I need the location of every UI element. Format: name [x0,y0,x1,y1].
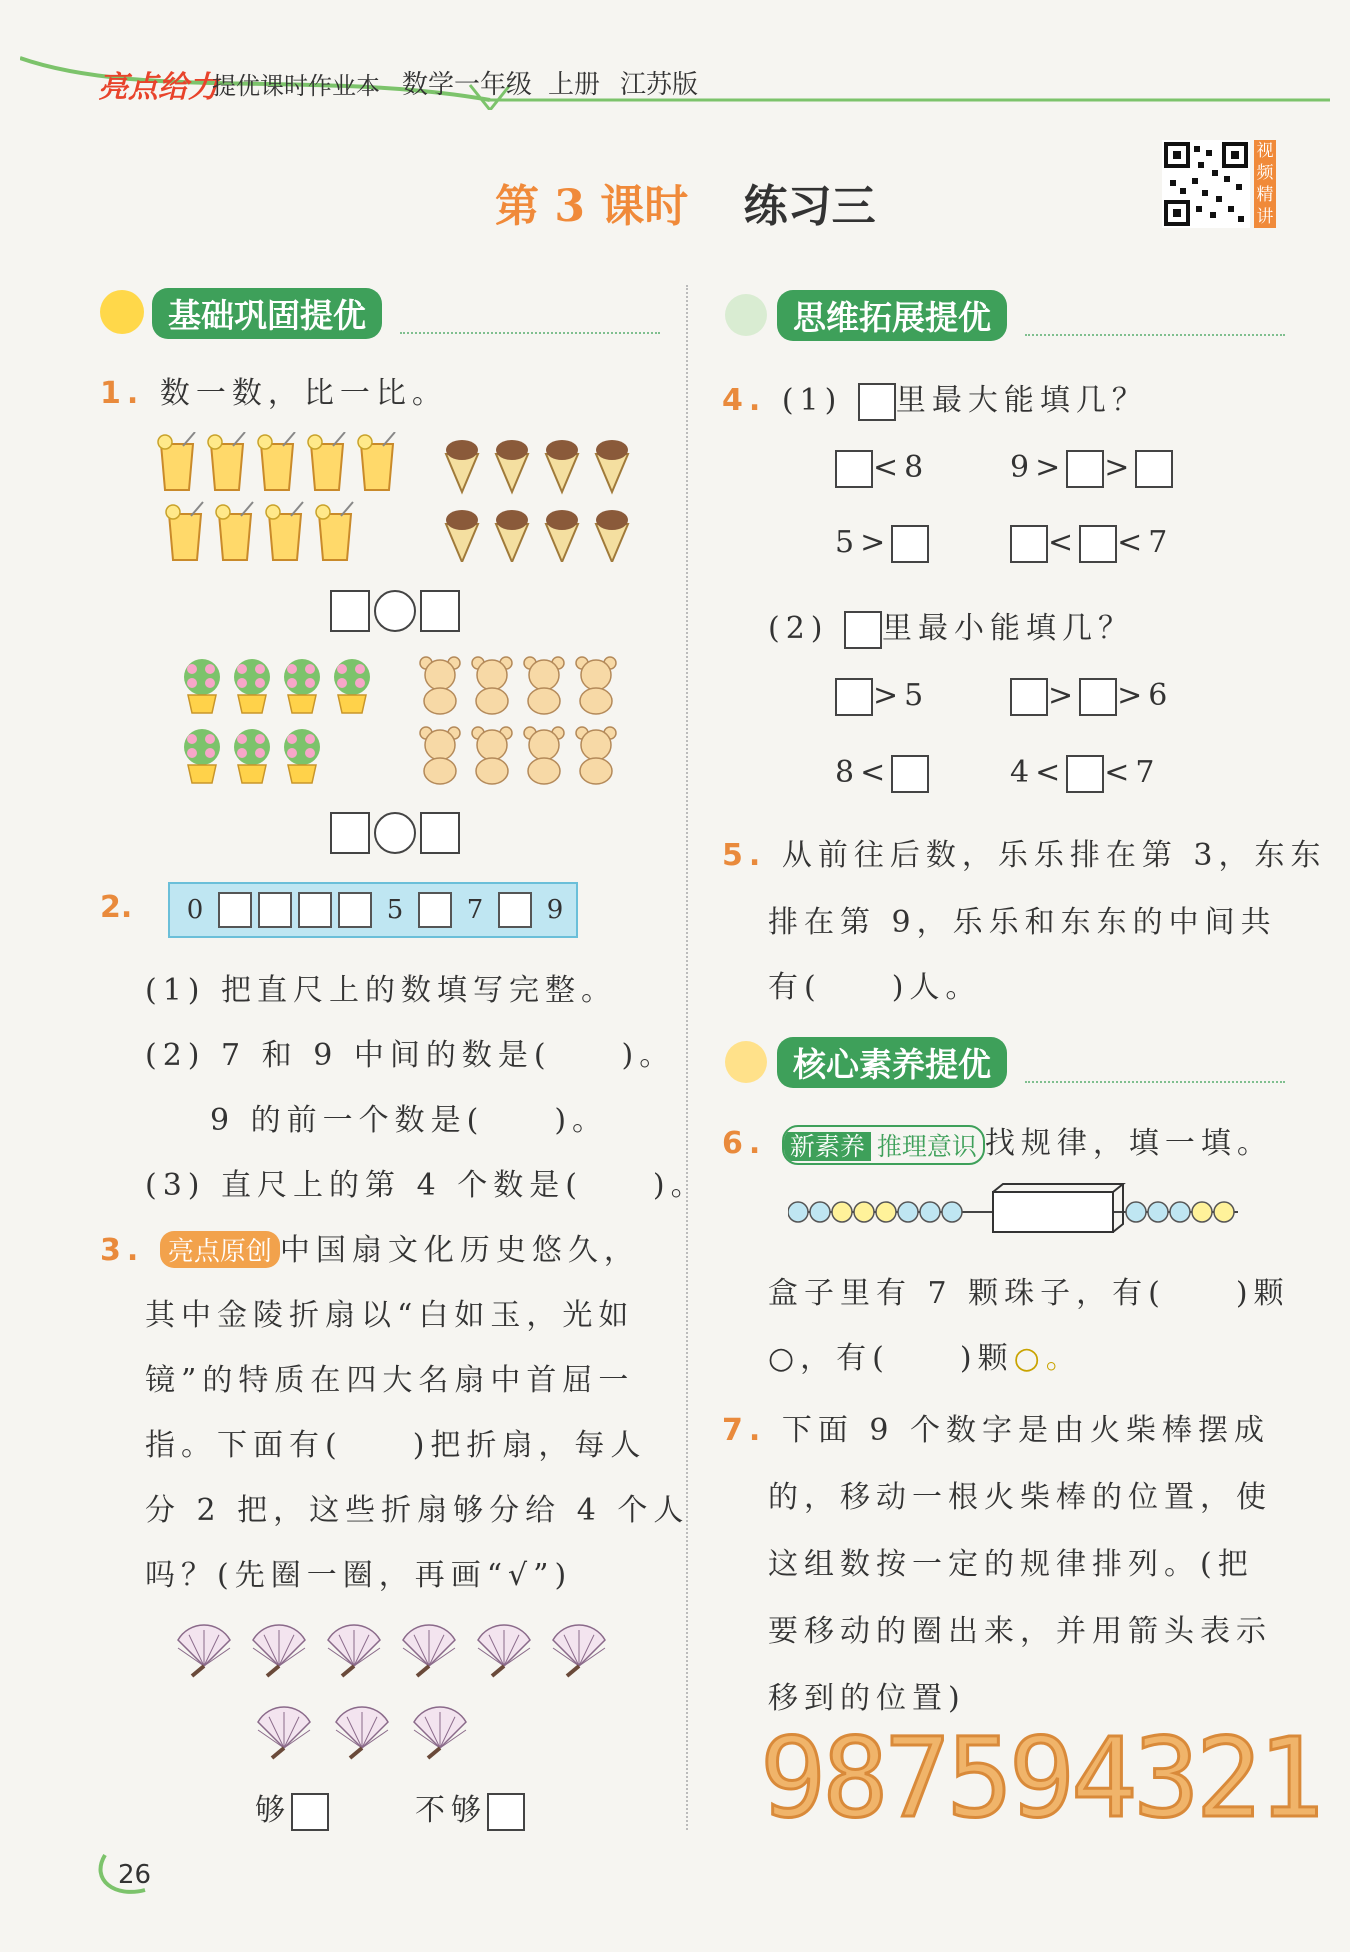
flower-icon [100,290,144,334]
answer-box[interactable] [330,812,370,854]
teddy-bear-icon [420,727,460,784]
flower-pot-icon [284,659,320,713]
new-literacy-tag [782,1125,985,1165]
bead [942,1202,962,1222]
teddy-bear-icon [576,657,616,714]
eq-text: 4< [1010,755,1067,790]
brand-logo: 亮点给力 [98,70,218,105]
teddy-bear-icon [524,657,564,714]
answer-box[interactable] [1010,678,1048,716]
q7-line5: 移到的位置) [768,1681,966,1716]
q2-part3 [145,1160,707,1204]
folding-fan-icon[interactable] [253,1625,305,1676]
q3-line6: 吗？(先圈一圈，再画“√”) [145,1558,573,1593]
eq-text: <8 [873,450,930,485]
ruler [168,882,578,938]
q3-line3: 镜”的特质在四大名扇中首屈一 [145,1363,635,1398]
q3-choice-enough [255,1785,329,1831]
answer-box[interactable] [891,525,929,563]
ruler-blank-box[interactable] [258,892,292,928]
q3-choice-notenough [415,1785,525,1831]
enough-label: 够 [255,1793,291,1828]
icecream-icon [546,440,578,492]
section-thinking-rule [1025,334,1285,336]
trophy-icon [725,1041,767,1083]
flower-pot-icon [234,729,270,783]
q7-line2: 的，移动一根火柴棒的位置，使 [768,1480,1272,1515]
q3-text4b: )把折扇，每人 [412,1428,647,1463]
matchstick-digits[interactable]: 987594321 [760,1714,1321,1842]
section-thinking-header [725,290,1285,338]
icecream-icon [546,510,578,562]
answer-box[interactable] [1135,450,1173,488]
folding-fan-icon[interactable] [178,1625,230,1676]
bead [898,1202,918,1222]
q3-text4a: 指。下面有( [145,1428,343,1463]
eq-text: > [1104,450,1136,485]
folding-fan-icon[interactable] [328,1625,380,1676]
qr-icon [1162,140,1250,228]
q6-text3c: ○。 [1013,1341,1082,1376]
juice-cup-icon [216,502,253,560]
q4-eq4 [1010,525,1173,563]
eq-text: <7 [1117,525,1174,560]
q4-number: 4. [722,383,767,418]
section-core-header [725,1037,1285,1085]
section-basic-header [100,288,660,336]
bead-string [788,1180,1248,1240]
column-divider [686,285,688,1830]
tag-new: 新素养 [784,1132,871,1161]
folding-fan-icon[interactable] [478,1625,530,1676]
q6-text3a: ○，有( [768,1341,890,1376]
q2-number: 2. [100,890,133,925]
answer-box[interactable] [835,450,873,488]
folding-fan-icon[interactable] [553,1625,605,1676]
q1-prompt [100,368,448,412]
bead [1148,1202,1168,1222]
flower-pot-icon [334,659,370,713]
teddy-bear-icon [420,657,460,714]
ruler-blank-box[interactable] [218,892,252,928]
q4-part1-question: 里最大能填几？ [895,383,1148,418]
icecream-icon [596,510,628,562]
answer-box[interactable] [1066,450,1104,488]
q6-text3b: )颗 [959,1341,1014,1376]
bead [920,1202,940,1222]
answer-box[interactable] [858,383,896,421]
eq-text: >6 [1117,678,1174,713]
bead [1192,1202,1212,1222]
q1-compare-2 [330,812,460,854]
fans-group [170,1610,630,1770]
ruler-blank-box[interactable] [418,892,452,928]
q7-number: 7. [722,1413,767,1448]
section-basic-title: 基础巩固提优 [152,288,382,339]
bead [1214,1202,1234,1222]
q2-part2b-close: )。 [554,1103,609,1138]
lesson-number: 第 3 课时 [495,181,689,232]
notenough-label: 不够 [415,1793,487,1828]
q7-line1 [722,1405,1270,1449]
teddy-bear-icon [524,727,564,784]
answer-box[interactable] [1079,678,1117,716]
juice-cup-icon [308,432,345,490]
ruler-number: 7 [466,895,484,925]
icecream-icon [446,440,478,492]
q6-text: 找规律，填一填。 [984,1126,1273,1161]
answer-box[interactable] [420,812,460,854]
answer-box[interactable] [1079,525,1117,563]
q1-number: 1. [100,376,145,411]
page-swoosh [95,1850,155,1900]
q2-part2b [210,1095,608,1139]
original-tag: 亮点原创 [160,1231,280,1268]
answer-box[interactable] [835,678,873,716]
q5-number: 5. [722,838,767,873]
q6-line1 [722,1118,1273,1165]
q3-line5: 分 2 把，这些折扇够分给 4 个人 [145,1493,690,1528]
juice-cup-icon [208,432,245,490]
answer-box[interactable] [1066,755,1104,793]
q7-line4: 要移动的圈出来，并用箭头表示 [768,1614,1272,1649]
flower-pot-icon [184,729,220,783]
q6-text2a: 盒子里有 7 颗珠子，有( [768,1276,1166,1311]
q1-compare-1 [330,590,460,632]
q3-line4 [145,1420,646,1464]
q2-part2 [145,1030,675,1074]
answer-box[interactable] [844,611,882,649]
juice-cup-icon [158,432,195,490]
q5-text3a: 有( [768,970,822,1005]
q4-part2-label: (2) [768,611,829,646]
q4-part2 [768,603,1134,649]
tag-reasoning: 推理意识 [876,1132,977,1161]
q7-text1: 下面 9 个数字是由火柴棒摆成 [781,1413,1270,1448]
page-number: 26 [118,1860,152,1890]
q5-line3 [768,962,981,1006]
juice-group [155,432,415,562]
q1-text: 数一数，比一比。 [159,376,448,411]
bears-group [415,655,625,785]
subject: 数学一年级 [402,70,533,100]
q6-line3 [768,1333,1082,1377]
flower-pot-icon [234,659,270,713]
icecream-group [440,432,650,562]
section-basic-rule [400,332,660,334]
q4-part1 [722,375,1148,421]
qr-code[interactable] [1162,140,1250,228]
q3-number: 3. [100,1233,145,1268]
flower-pot-icon [284,729,320,783]
ruler-cells [178,892,572,928]
q5-line1 [722,830,1326,874]
q5-text1: 从前往后数，乐乐排在第 3，东东 [781,838,1327,873]
section-core-title: 核心素养提优 [777,1037,1007,1088]
section-thinking-title: 思维拓展提优 [777,290,1007,341]
bead-box [993,1192,1113,1232]
section-core-rule [1025,1081,1285,1083]
q7-line3: 这组数按一定的规律排列。(把 [768,1547,1254,1582]
edition: 江苏版 [620,70,699,100]
volume: 上册 [548,70,601,100]
answer-box[interactable] [1010,525,1048,563]
q4-eq1 [835,450,929,488]
q4-eq7 [835,755,929,793]
icecream-icon [446,510,478,562]
juice-cup-icon [258,432,295,490]
q3-line1 [100,1225,640,1269]
q2-part3-text: (3) 直尺上的第 4 个数是( [145,1168,583,1203]
bead [1126,1202,1146,1222]
q6-line2 [768,1268,1290,1312]
icecream-icon [496,510,528,562]
icecream-icon [596,440,628,492]
qr-label: 视频精讲 [1254,140,1276,228]
bead [854,1202,874,1222]
eq-text: < [1048,525,1080,560]
ruler-blank-box[interactable] [298,892,332,928]
bead [876,1202,896,1222]
answer-box[interactable] [891,755,929,793]
answer-box[interactable] [420,590,460,632]
q2-part3-close: )。 [652,1168,707,1203]
q2-part1: (1) 把直尺上的数填写完整。 [145,973,618,1008]
bead [832,1202,852,1222]
eq-text: 9> [1010,450,1067,485]
ruler-blank-box[interactable] [338,892,372,928]
lesson-name: 练习三 [743,181,876,232]
q2-part2b-text: 9 的前一个数是( [210,1103,485,1138]
q4-eq2 [1010,450,1173,488]
q2-part2-close: )。 [621,1038,676,1073]
ruler-number: 0 [186,895,204,925]
compare-circle[interactable] [374,590,416,632]
q4-part1-label: (1) [781,383,843,418]
notenough-box[interactable] [487,1793,525,1831]
series-title: 提优课时作业本 [212,72,380,100]
q3-line2: 其中金陵折扇以“白如玉，光如 [145,1298,635,1333]
bead [810,1202,830,1222]
q4-eq3 [835,525,929,563]
q4-eq6 [1010,678,1173,716]
teddy-bear-icon [472,727,512,784]
juice-cup-icon [316,502,353,560]
q5-line2: 排在第 9，乐乐和东东的中间共 [768,905,1277,940]
answer-box[interactable] [330,590,370,632]
sprout-icon [725,294,767,336]
juice-cup-icon [358,432,395,490]
ruler-blank-box[interactable] [498,892,532,928]
teddy-bear-icon [472,657,512,714]
ruler-number: 5 [386,895,404,925]
teddy-bear-icon [576,727,616,784]
juice-cup-icon [166,502,203,560]
enough-box[interactable] [291,1793,329,1831]
flowers-group [180,655,390,785]
bead [788,1202,808,1222]
q4-eq8 [1010,755,1160,793]
q4-part2-question: 里最小能填几？ [882,611,1135,646]
icecream-icon [496,440,528,492]
ruler-number: 9 [546,895,564,925]
eq-text: 8< [835,755,892,790]
header [20,40,1330,110]
flower-pot-icon [184,659,220,713]
q3-text1: 中国扇文化历史悠久， [279,1233,640,1268]
juice-cup-icon [266,502,303,560]
folding-fan-icon[interactable] [336,1707,388,1758]
page-title [495,170,876,234]
q6-text2b: )颗 [1235,1276,1290,1311]
folding-fan-icon[interactable] [258,1707,310,1758]
q6-number: 6. [722,1126,767,1161]
eq-text: 5> [835,525,892,560]
q2-part2-text: (2) 7 和 9 中间的数是( [145,1038,552,1073]
eq-text: > [1048,678,1080,713]
eq-text: <7 [1104,755,1161,790]
folding-fan-icon[interactable] [414,1707,466,1758]
q5-text3b: )人。 [891,970,982,1005]
bead [1170,1202,1190,1222]
folding-fan-icon[interactable] [403,1625,455,1676]
compare-circle[interactable] [374,812,416,854]
q4-eq5 [835,678,929,716]
eq-text: >5 [873,678,930,713]
